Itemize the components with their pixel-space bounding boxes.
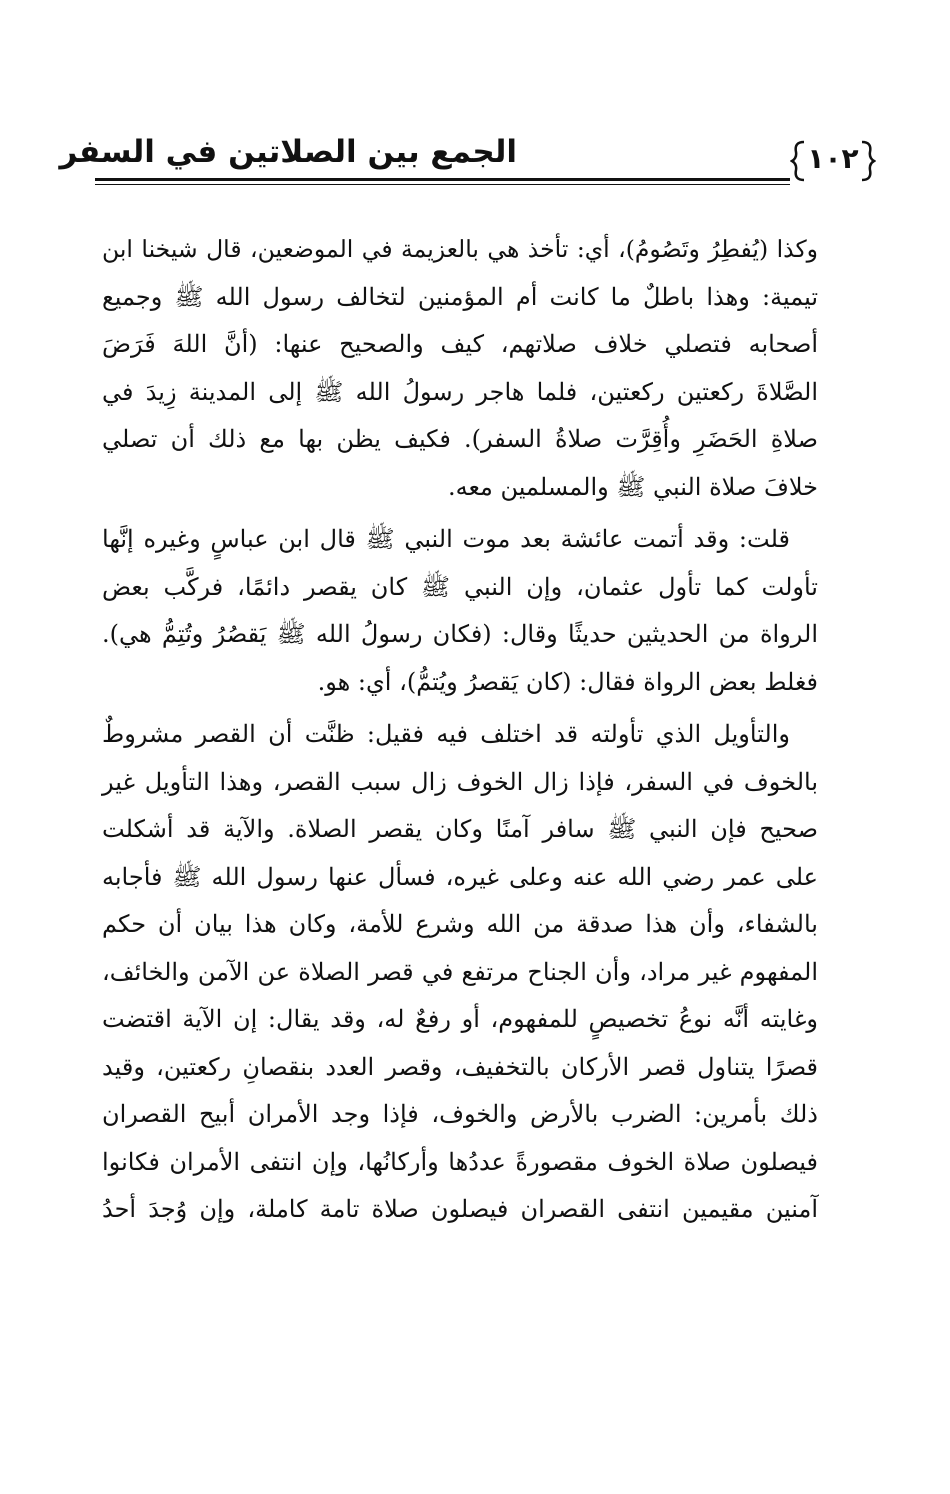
text-line: الرواة من الحديثين حديثًا وقال: (فكان رسولُ الله ﷺ يَقصُرُ وتُتِمُّ هي). [102,620,818,648]
body-text [102,226,818,1234]
text-line: قلت: وقد أتمت عائشة بعد موت النبي ﷺ قال ابن عباسٍ وغيره إنَّها [102,525,790,553]
text-line: أصحابه فتصلي خلاف صلاتهم، كيف والصحيح عنها: (أنَّ اللهَ فَرَضَ [102,330,818,358]
text-line: وغايته أنَّه نوعُ تخصيصٍ للمفهوم، أو رفعٌ له، وقد يقال: إن الآية اقتضت [102,1005,818,1033]
text-line: ذلك بأمرين: الضرب بالأرض والخوف، فإذا وجد الأمران أبيح القصران [102,1100,818,1128]
text-line: المفهوم غير مراد، وأن الجناح مرتفع في قصر الصلاة عن الآمن والخائف، [102,957,818,986]
text-line: وكذا (يُفطِرُ وتَصُومُ)، أي: تأخذ هي بالعزيمة في الموضعين، قال شيخنا ابن [102,235,818,263]
text-line: فيصلون صلاة الخوف مقصورةً عددُها وأركانُها، وإن انتفى الأمران فكانوا [102,1147,818,1176]
text-line: بالشفاء، وأن هذا صدقة من الله وشرع للأمة، وكان هذا بيان أن حكم [102,910,818,938]
text-line: صحيح فإن النبي ﷺ سافر آمنًا وكان يقصر الصلاة. والآية قد أشكلت [102,815,819,843]
header-rule-thin [95,184,790,185]
text-line: تيمية: وهذا باطلٌ ما كانت أم المؤمنين لتخالف رسول الله ﷺ وجميع [102,282,818,311]
page-number: ١٠٢ [807,142,859,175]
text-line: على عمر رضي الله عنه وعلى غيره، فسأل عنها رسول الله ﷺ فأجابه [102,862,818,891]
text-line: تأولت كما تأول عثمان، وإن النبي ﷺ كان يقصر دائمًا، فركَّب بعض [102,572,818,601]
text-line: الصَّلاةَ ركعتين ركعتين، فلما هاجر رسولُ الله ﷺ إلى المدينة زِيدَ في [102,377,818,406]
text-line: بالخوف في السفر، فإذا زال الخوف زال سبب القصر، وهذا التأويل غير [102,767,818,796]
paragraph-2 [102,516,818,706]
text-line: فغلط بعض الرواة فقال: (كان يَقصرُ ويُتمُّ)، أي: هو. [317,667,818,696]
header-rule-thick [95,178,790,181]
text-line: صلاةِ الحَضَرِ وأُقِرَّت صلاةُ السفر). فكيف يظن بها مع ذلك أن تصلي [102,425,818,453]
text-line: قصرًا يتناول قصر الأركان بالتخفيف، وقصر العدد بنقصانِ ركعتين، وقيد [102,1052,818,1081]
page-number-frame [790,138,876,184]
text-line: خلافَ صلاة النبي ﷺ والمسلمين معه. [447,472,818,501]
page-header [59,128,859,190]
paragraph-3 [102,711,818,1234]
paragraph-1 [102,226,818,511]
text-line: والتأويل الذي تأولته قد اختلف فيه فقيل: ظنَّت أن القصر مشروطٌ [102,720,790,748]
text-line: آمنين مقيمين انتفى القصران فيصلون صلاة تامة كاملة، وإن وُجدَ أحدُ [102,1195,818,1223]
running-title: الجمع بين الصلاتين في السفر [59,134,517,170]
